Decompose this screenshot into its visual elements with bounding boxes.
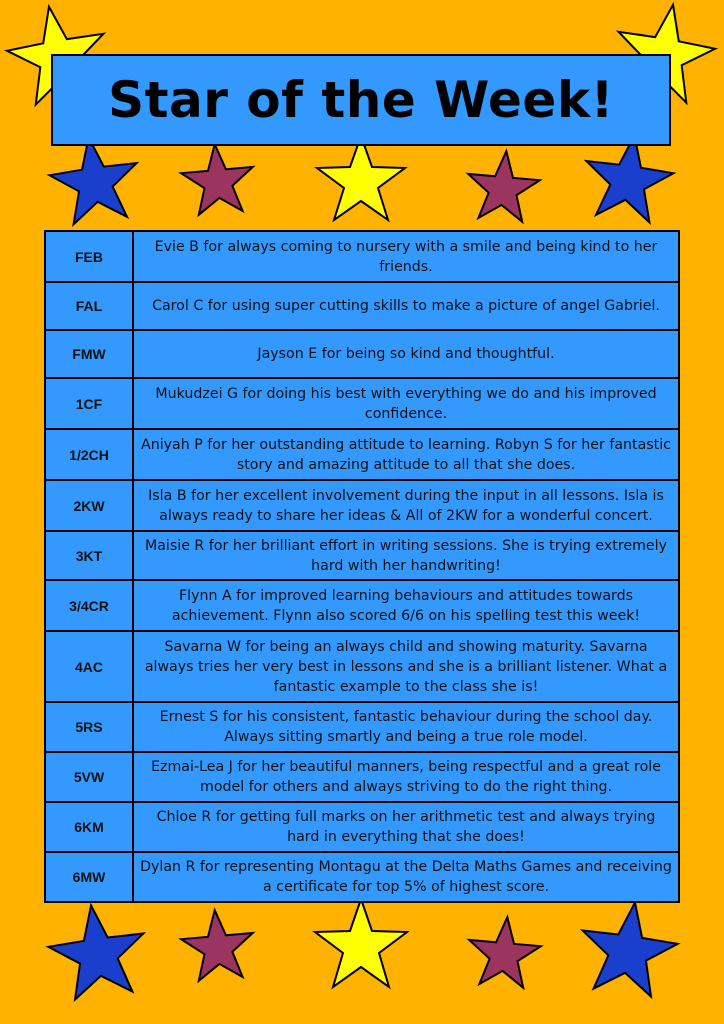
table-row [45,852,679,902]
page-title: Star of the Week! [108,71,614,129]
award-text: Ernest S for his consistent, fantastic behaviour during the school day. Always sitting smartly and being a true role model. [133,702,679,752]
table-row [45,752,679,802]
class-cell: FMW [45,330,133,378]
table-row [45,531,679,580]
star-icon [575,896,683,999]
award-text: Dylan R for representing Montagu at the Delta Maths Games and receiving a certificate for top 5% of highest score. [133,852,679,902]
class-cell: 3/4CR [45,580,133,631]
table-row [45,282,679,330]
award-text: Isla B for her excellent involvement during the input in all lessons. Isla is always ready to share her ideas & All of 2KW for a wonderful concert. [133,480,679,531]
class-cell: FAL [45,282,133,330]
class-cell: 6KM [45,802,133,852]
star-icon [464,148,542,223]
star-icon [179,907,257,982]
title-banner [51,54,671,146]
table-row [45,378,679,429]
star-icon [315,899,407,987]
award-text: Flynn A for improved learning behaviours and attitudes towards achievement. Flynn also scored 6/6 on his spelling test this week! [133,580,679,631]
class-cell: 5RS [45,702,133,752]
class-cell: 1CF [45,378,133,429]
award-text: Maisie R for her brilliant effort in writing sessions. She is trying extremely hard with her handwriting! [133,531,679,580]
awards-table [44,230,680,903]
class-cell: 6MW [45,852,133,902]
award-text: Evie B for always coming to nursery with a smile and being kind to her friends. [133,231,679,282]
award-text: Aniyah P for her outstanding attitude to learning. Robyn S for her fantastic story and amazing attitude to all that she does. [133,429,679,480]
table-row [45,429,679,480]
award-text: Chloe R for getting full marks on her arithmetic test and always trying hard in everything that she does! [133,802,679,852]
class-cell: 4AC [45,631,133,702]
class-cell: 2KW [45,480,133,531]
class-cell: 1/2CH [45,429,133,480]
table-row [45,802,679,852]
table-row [45,480,679,531]
star-icon [465,914,543,989]
star-icon [44,899,152,1002]
class-cell: 3KT [45,531,133,580]
table-row [45,702,679,752]
class-cell: FEB [45,231,133,282]
table-row [45,631,679,702]
award-text: Mukudzei G for doing his best with everything we do and his improved confidence. [133,378,679,429]
star-icon [179,141,257,216]
class-cell: 5VW [45,752,133,802]
star-icon [317,136,405,220]
award-text: Savarna W for being an always child and showing maturity. Savarna always tries her very best in lessons and she is a brilliant listener. What a fantastic example to the class she is! [133,631,679,702]
table-row [45,231,679,282]
table-row [45,330,679,378]
award-text: Carol C for using super cutting skills to make a picture of angel Gabriel. [133,282,679,330]
award-text: Ezmai-Lea J for her beautiful manners, being respectful and a great role model for others and always striving to do the right thing. [133,752,679,802]
table-row [45,580,679,631]
award-text: Jayson E for being so kind and thoughtful. [133,330,679,378]
